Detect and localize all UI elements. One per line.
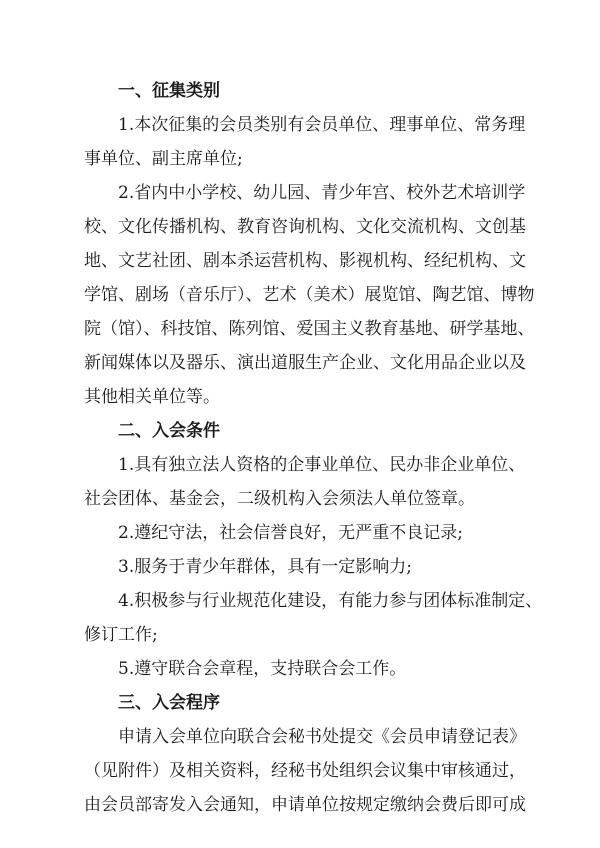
paragraph-condition-4 <box>84 584 543 652</box>
section-heading-membership-conditions: 二、入会条件 <box>118 421 220 441</box>
text-line: 2.省内中小学校、幼儿园、青少年宫、校外艺术培训学 <box>118 183 526 203</box>
paragraph-member-categories <box>84 108 524 176</box>
text-line: 事单位、副主席单位; <box>84 149 243 169</box>
text-line: 其他相关单位等。 <box>84 387 220 407</box>
text-line: 1.本次征集的会员类别有会员单位、理事单位、常务理 <box>118 115 526 135</box>
paragraph-condition-3 <box>84 550 524 584</box>
paragraph-eligible-units <box>84 176 535 414</box>
text-line: 学馆、剧场（音乐厅）、艺术（美术）展览馆、陶艺馆、博物 <box>84 285 535 305</box>
text-line: 4.积极参与行业规范化建设，有能力参与团体标准制定、 <box>118 591 543 611</box>
paragraph-condition-5 <box>84 652 524 686</box>
text-line: 新闻媒体以及器乐、演出道服生产企业、文化用品企业以及 <box>84 353 526 373</box>
text-line: 修订工作; <box>84 625 158 645</box>
text-line: 1.具有独立法人资格的企事业单位、民办非企业单位、 <box>118 455 526 475</box>
text-line: 院（馆）、科技馆、陈列馆、爱国主义教育基地、研学基地、 <box>84 319 535 339</box>
text-line: 地、文艺社团、剧本杀运营机构、影视机构、经纪机构、文 <box>84 251 526 271</box>
paragraph-condition-1 <box>84 448 524 516</box>
text-line: 3.服务于青少年群体，具有一定影响力; <box>118 557 412 577</box>
text-line: 社会团体、基金会，二级机构入会须法人单位签章。 <box>84 489 475 509</box>
text-line: 5.遵守联合会章程，支持联合会工作。 <box>118 659 407 679</box>
text-line: 由会员部寄发入会通知，申请单位按规定缴纳会费后即可成 <box>84 795 526 815</box>
document-body <box>84 74 543 822</box>
section-heading-collection-categories: 一、征集类别 <box>118 81 220 101</box>
section-heading-membership-procedure: 三、入会程序 <box>118 693 220 713</box>
paragraph-procedure <box>84 720 524 822</box>
text-line: 2.遵纪守法，社会信誉良好，无严重不良记录; <box>118 523 463 543</box>
text-line: （见附件）及相关资料，经秘书处组织会议集中审核通过， <box>84 761 526 781</box>
text-line: 申请入会单位向联合会秘书处提交《会员申请登记表》 <box>118 727 526 747</box>
paragraph-condition-2 <box>84 516 524 550</box>
text-line: 校、文化传播机构、教育咨询机构、文化交流机构、文创基 <box>84 217 526 237</box>
